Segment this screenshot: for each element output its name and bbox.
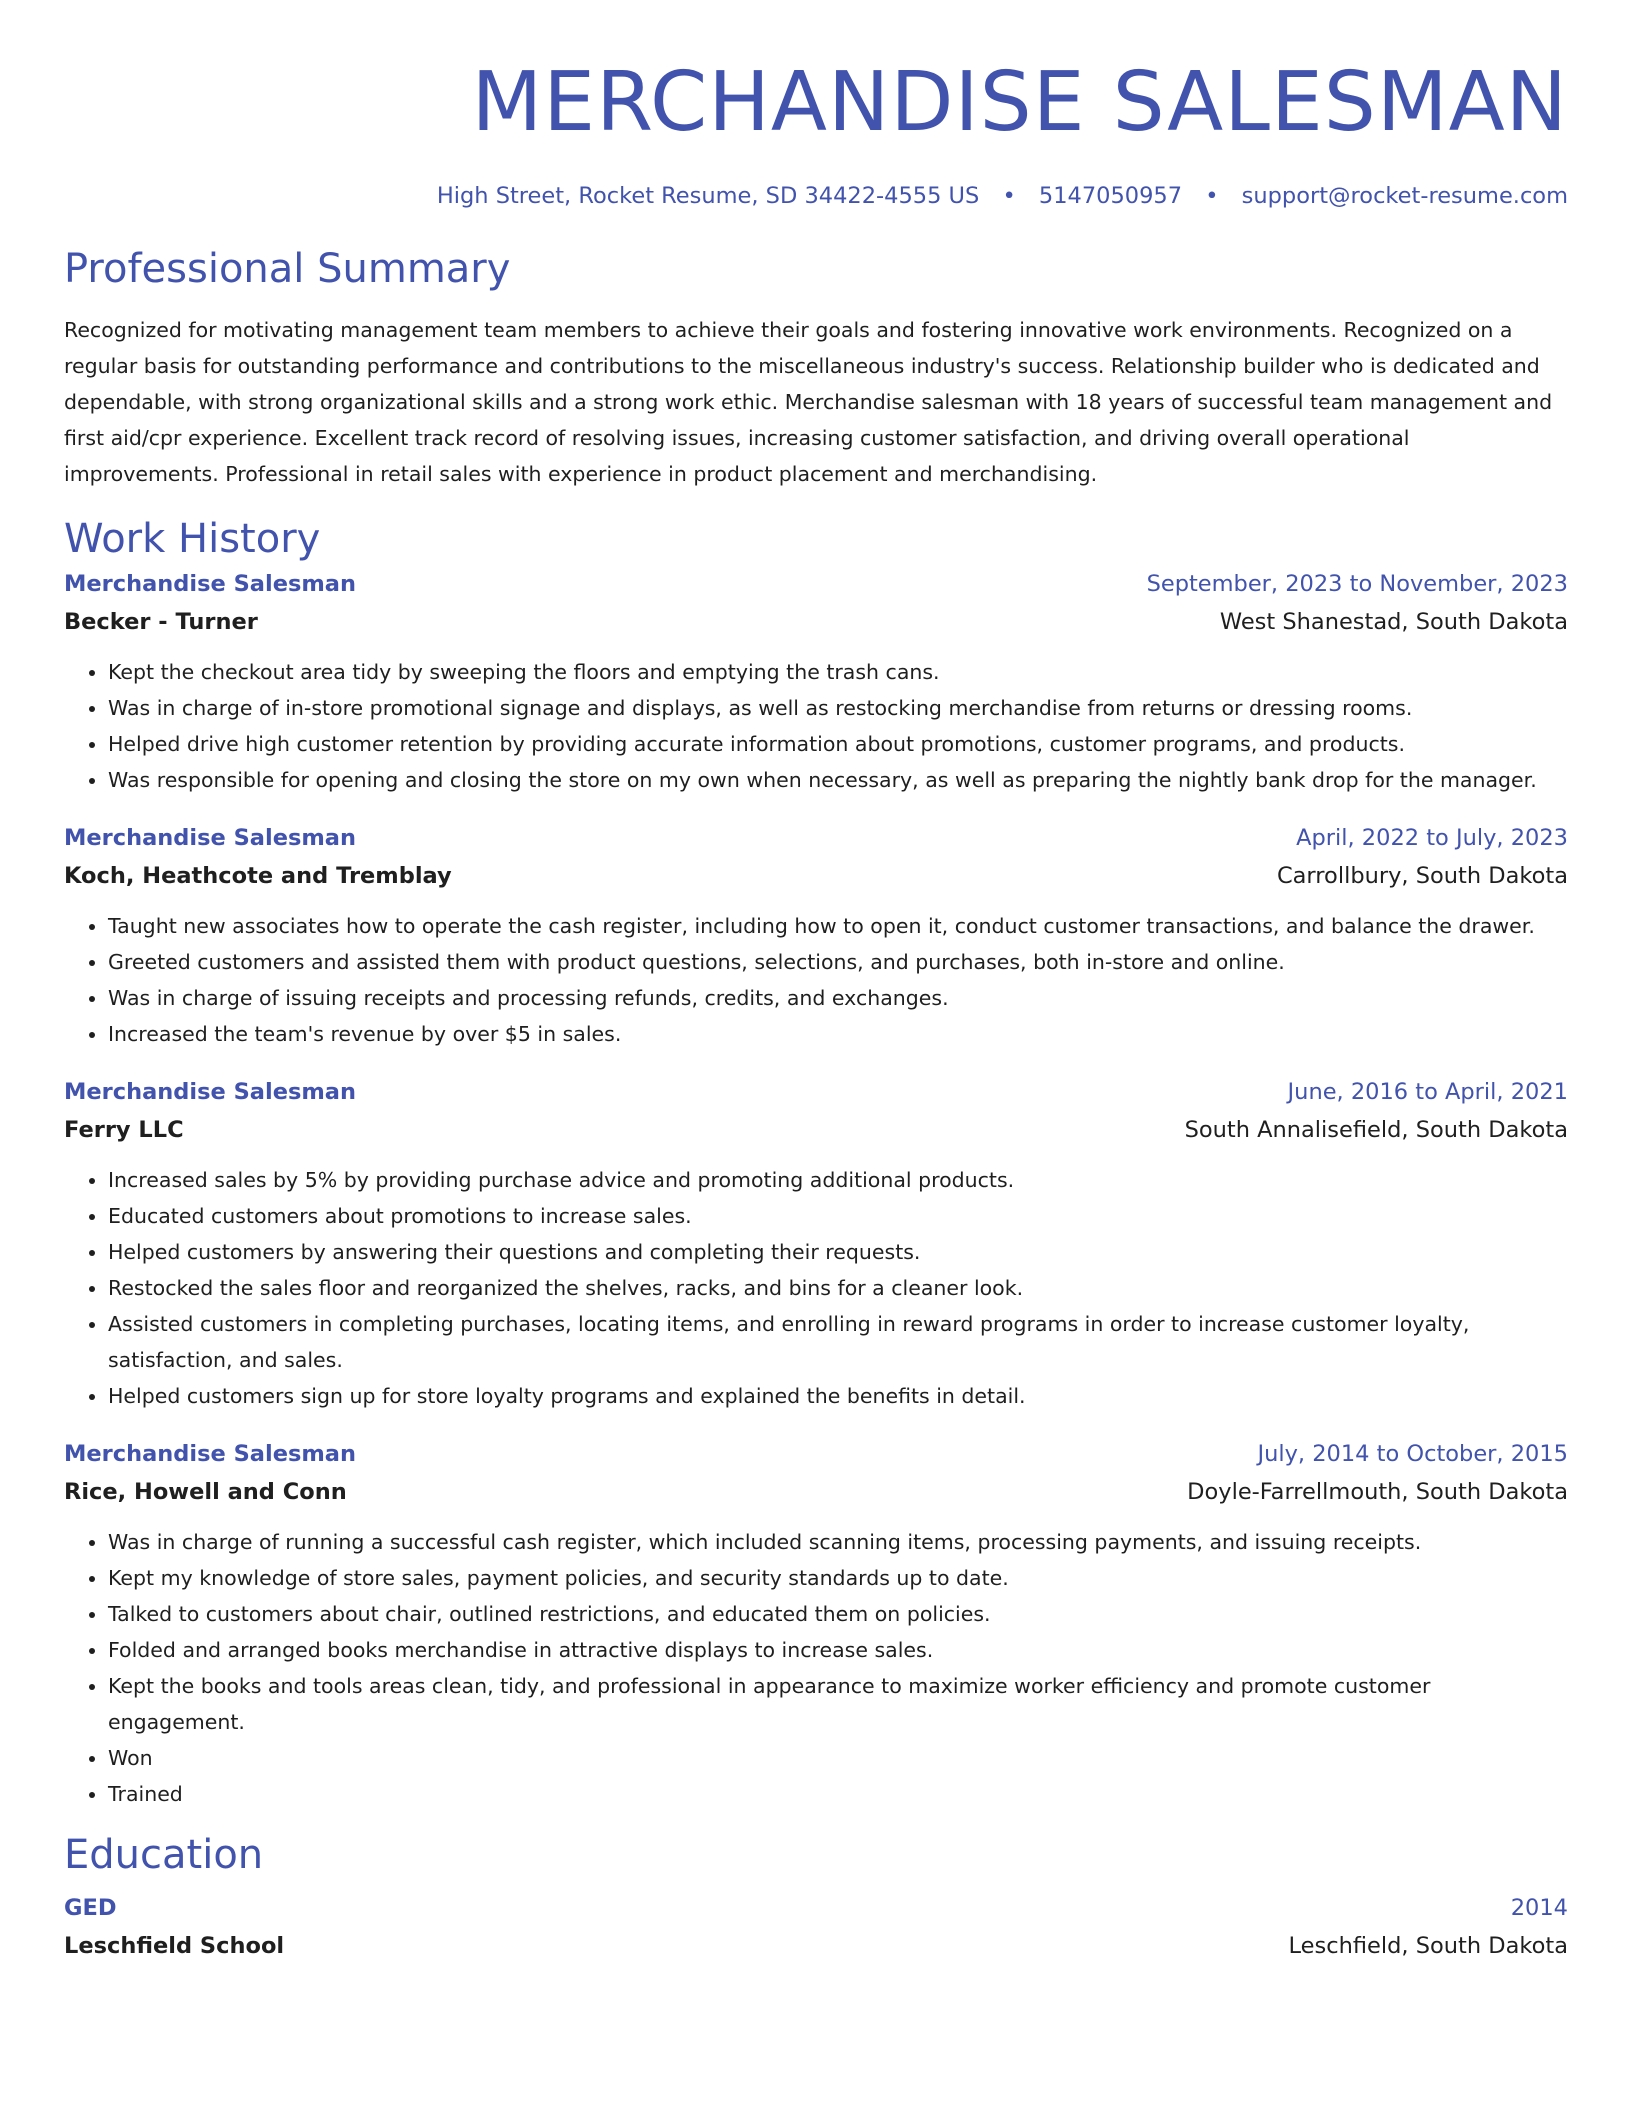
- job-bullet: • Was responsible for opening and closing the store on my own when necessary, as well as preparing the nightly bank drop for the manager.: [108, 762, 1568, 798]
- job-bullet: • Taught new associates how to operate the cash register, including how to open it, conduct customer transactions, and balance the drawer.: [108, 908, 1568, 944]
- summary-text: Recognized for motivating management team members to achieve their goals and fostering innovative work environments. Recognized on a regular basis for outstanding performance and contributions to the miscellaneous industry's success. Relationship builder who is dedicated and dependable, with strong organizational skills and a strong work ethic. Merchandise salesman with 18 years of successful team management and first aid/cpr experience. Excellent track record of resolving issues, increasing customer satisfaction, and driving overall operational improvements. Professional in retail sales with experience in product placement and merchandising.: [64, 318, 1553, 486]
- job-company-row: [64, 1472, 1568, 1512]
- job-bullet: • Helped customers by answering their questions and completing their requests.: [108, 1234, 1568, 1270]
- job-title-row: [64, 566, 1568, 602]
- education-section: [64, 1828, 1568, 1966]
- education-year: 2014: [1510, 1895, 1568, 1921]
- job-bullet-list: [64, 908, 1568, 1052]
- job-company: Koch, Heathcote and Tremblay: [64, 863, 452, 889]
- work-history-heading: Work History: [64, 516, 321, 562]
- job-bullet: • Increased the team's revenue by over $5 in sales.: [108, 1016, 1568, 1052]
- candidate-name: MERCHANDISE SALESMAN: [471, 55, 1568, 150]
- job-dates: September, 2023 to November, 2023: [1146, 571, 1568, 597]
- job-entry: [64, 566, 1568, 798]
- contact-line: [64, 180, 1568, 212]
- job-bullet: • Educated customers about promotions to increase sales.: [108, 1198, 1568, 1234]
- job-title-row: [64, 1074, 1568, 1110]
- job-title: Merchandise Salesman: [64, 571, 357, 597]
- education-location: Leschfield, South Dakota: [1288, 1933, 1568, 1959]
- job-entry: [64, 820, 1568, 1052]
- contact-email: support@rocket-resume.com: [1241, 183, 1568, 209]
- contact-address: High Street, Rocket Resume, SD 34422-4555 US: [436, 183, 980, 209]
- work-history-section: [64, 512, 1568, 1812]
- job-title: Merchandise Salesman: [64, 1079, 357, 1105]
- job-location: Doyle-Farrellmouth, South Dakota: [1187, 1479, 1568, 1505]
- education-list: [64, 1890, 1568, 1966]
- job-bullet: • Was in charge of issuing receipts and processing refunds, credits, and exchanges.: [108, 980, 1568, 1016]
- job-bullet: • Increased sales by 5% by providing purchase advice and promoting additional products.: [108, 1162, 1568, 1198]
- job-title-row: [64, 820, 1568, 856]
- summary-heading: Professional Summary: [64, 246, 511, 292]
- summary-section: [64, 242, 1568, 492]
- job-dates: June, 2016 to April, 2021: [1287, 1079, 1568, 1105]
- contact-separator: •: [1205, 183, 1219, 209]
- job-bullet: • Was in charge of running a successful cash register, which included scanning items, processing payments, and issuing receipts.: [108, 1524, 1568, 1560]
- job-company-row: [64, 856, 1568, 896]
- job-bullet: • Kept the books and tools areas clean, tidy, and professional in appearance to maximize worker efficiency and promote customer engagement.: [108, 1668, 1568, 1740]
- job-bullet-list: [64, 1524, 1568, 1812]
- job-title-row: [64, 1436, 1568, 1472]
- education-school-row: [64, 1926, 1568, 1966]
- job-bullet: • Trained: [108, 1776, 1568, 1812]
- resume-header: [64, 50, 1568, 212]
- education-heading: Education: [64, 1832, 264, 1878]
- job-bullet: • Talked to customers about chair, outlined restrictions, and educated them on policies.: [108, 1596, 1568, 1632]
- job-company: Becker - Turner: [64, 609, 258, 635]
- education-entry: [64, 1890, 1568, 1966]
- job-dates: April, 2022 to July, 2023: [1296, 825, 1568, 851]
- job-entry: [64, 1074, 1568, 1414]
- job-bullet: • Folded and arranged books merchandise in attractive displays to increase sales.: [108, 1632, 1568, 1668]
- job-bullet: • Won: [108, 1740, 1568, 1776]
- contact-separator: •: [1002, 183, 1016, 209]
- job-bullet: • Kept the checkout area tidy by sweeping the floors and emptying the trash cans.: [108, 654, 1568, 690]
- job-bullet: • Was in charge of in-store promotional signage and displays, as well as restocking merchandise from returns or dressing rooms.: [108, 690, 1568, 726]
- job-title: Merchandise Salesman: [64, 1441, 357, 1467]
- job-company-row: [64, 1110, 1568, 1150]
- job-bullet: • Restocked the sales floor and reorganized the shelves, racks, and bins for a cleaner look.: [108, 1270, 1568, 1306]
- job-entry: [64, 1436, 1568, 1812]
- job-bullet-list: [64, 654, 1568, 798]
- job-title: Merchandise Salesman: [64, 825, 357, 851]
- education-school: Leschfield School: [64, 1933, 285, 1959]
- job-location: Carrollbury, South Dakota: [1276, 863, 1568, 889]
- job-company: Ferry LLC: [64, 1117, 184, 1143]
- job-bullet: • Helped customers sign up for store loyalty programs and explained the benefits in detail.: [108, 1378, 1568, 1414]
- job-bullet: • Kept my knowledge of store sales, payment policies, and security standards up to date.: [108, 1560, 1568, 1596]
- contact-phone: 5147050957: [1038, 183, 1183, 209]
- job-list: [64, 566, 1568, 1812]
- education-degree: GED: [64, 1895, 117, 1921]
- job-bullet: • Greeted customers and assisted them with product questions, selections, and purchases, both in-store and online.: [108, 944, 1568, 980]
- job-company-row: [64, 602, 1568, 642]
- job-bullet-list: [64, 1162, 1568, 1414]
- job-bullet: • Helped drive high customer retention by providing accurate information about promotions, customer programs, and products.: [108, 726, 1568, 762]
- job-dates: July, 2014 to October, 2015: [1257, 1441, 1568, 1467]
- job-company: Rice, Howell and Conn: [64, 1479, 347, 1505]
- education-degree-row: [64, 1890, 1568, 1926]
- job-bullet: • Assisted customers in completing purchases, locating items, and enrolling in reward programs in order to increase customer loyalty, satisfaction, and sales.: [108, 1306, 1568, 1378]
- job-location: South Annalisefield, South Dakota: [1184, 1117, 1568, 1143]
- job-location: West Shanestad, South Dakota: [1219, 609, 1568, 635]
